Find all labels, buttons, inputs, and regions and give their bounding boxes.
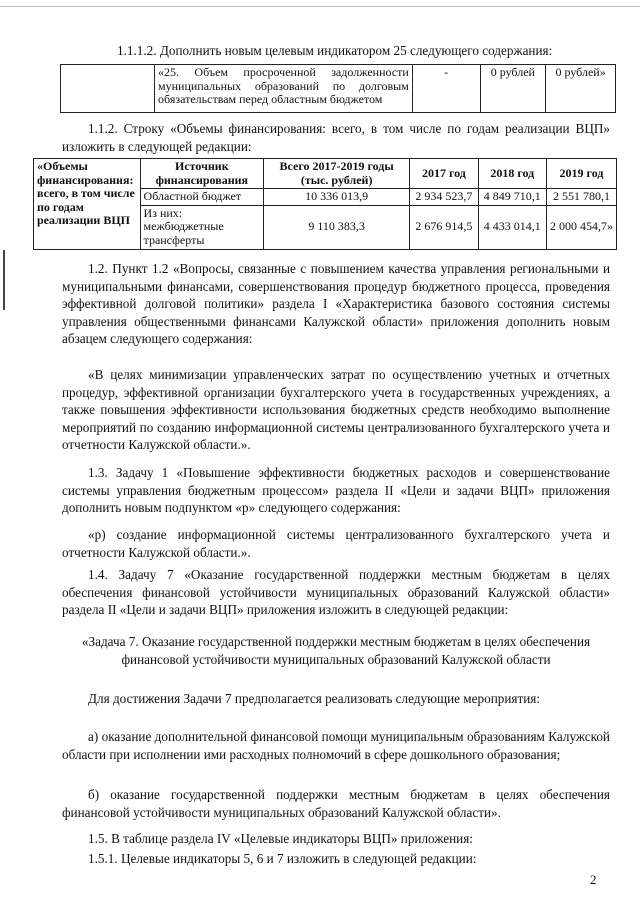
t2-header-2019: 2019 год (546, 159, 616, 189)
paragraph-1-2: 1.2. Пункт 1.2 «Вопросы, связанные с повышением качества управления региональными и муниципальными финансами, совершенствования процедур бюджетного процесса, проведения эффективной долговой политики» раздела I «Характеристика базового состояния системы управления общественными финансами Калужской области» приложения дополнить новым абзацем следующего содержания: (62, 261, 610, 346)
scan-left-edge (3, 250, 5, 310)
t2-row-header: «Объемы финансирования: всего, в том числе по годам реализации ВЦП (34, 159, 141, 250)
paragraph-new-abzac: «В целях минимизации управленческих затрат по осуществлению учетных и отчетных процедур, эффективной организации бухгалтерского учета в государственных учреждениях, а также повышения эффективности использования бюджетных средств необходимо выполнение мероприятий по созданию информационной системы централизованного бухгалтерского учета и отчетности Калужской области.». (62, 367, 610, 452)
t2-header-2018: 2018 год (478, 159, 546, 189)
indicator-25-table (60, 64, 616, 113)
scan-top-edge (0, 6, 640, 7)
t2-header-2017: 2017 год (410, 159, 478, 189)
t2-r2-2018: 4 433 014,1 (478, 205, 546, 249)
t2-r2-total: 9 110 383,3 (264, 205, 410, 249)
paragraph-subpoint-r: «р) создание информационной системы централизованного бухгалтерского учета и отчетности Калужской области.». (62, 527, 610, 560)
t2-r2-2019: 2 000 454,7» (546, 205, 616, 249)
t1-text-cell: «25. Объем просроченной задолженности муниципальных образований по долговым обязательствам перед областным бюджетом (155, 65, 413, 113)
t2-r1-2017: 2 934 523,7 (410, 189, 478, 206)
paragraph-measure-b: б) оказание государственной поддержки местным бюджетам в целях обеспечения финансовой устойчивости муниципальных образований Калужской области». (62, 787, 610, 820)
t1-value2-cell: 0 рублей» (546, 65, 616, 113)
t2-r1-2018: 4 849 710,1 (478, 189, 546, 206)
task-7-heading: «Задача 7. Оказание государственной поддержки местным бюджетам в целях обеспечения финансовой устойчивости муниципальных образований Калужской области (81, 634, 591, 667)
t1-value1-cell: 0 рублей (480, 65, 546, 113)
t2-r1-2019: 2 551 780,1 (546, 189, 616, 206)
t2-header-source: Источник финансирования (140, 159, 264, 189)
page-number: 2 (590, 872, 597, 887)
paragraph-1-1-1-2: 1.1.1.2. Дополнить новым целевым индикатором 25 следующего содержания: (117, 43, 553, 58)
financing-table (33, 158, 617, 250)
paragraph-1-5-1: 1.5.1. Целевые индикаторы 5, 6 и 7 изложить в следующей редакции: (88, 851, 477, 866)
t2-r2-2017: 2 676 914,5 (410, 205, 478, 249)
paragraph-1-1-2: 1.1.2. Строку «Объемы финансирования: всего, в том числе по годам реализации ВЦП» изложить в следующей редакции: (62, 121, 610, 154)
t2-r2-source: Из них: межбюджетные трансферты (140, 205, 264, 249)
paragraph-1-5: 1.5. В таблице раздела IV «Целевые индикаторы ВЦП» приложения: (88, 831, 473, 846)
paragraph-1-4: 1.4. Задачу 7 «Оказание государственной поддержки местным бюджетам в целях обеспечения финансовой устойчивости муниципальных образований Калужской области» раздела II «Цели и задачи ВЦП» приложения изложить в следующей редакции: (62, 567, 610, 617)
paragraph-1-3: 1.3. Задачу 1 «Повышение эффективности бюджетных расходов и совершенствование системы управления бюджетным процессом» раздела II «Цели и задачи ВЦП» приложения дополнить новым подпунктом «р» следующего содержания: (62, 465, 610, 515)
t1-dash-cell: - (412, 65, 480, 113)
paragraph-measure-a: а) оказание дополнительной финансовой помощи муниципальным образованиям Калужской области при исполнении ими расходных полномочий в сфере дошкольного образования; (62, 729, 610, 762)
t1-empty-cell (61, 65, 155, 113)
t2-r1-total: 10 336 013,9 (264, 189, 410, 206)
t2-header-total: Всего 2017-2019 годы (тыс. рублей) (264, 159, 410, 189)
t2-r1-source: Областной бюджет (140, 189, 264, 206)
paragraph-task-7-measures: Для достижения Задачи 7 предполагается реализовать следующие мероприятия: (88, 691, 541, 706)
